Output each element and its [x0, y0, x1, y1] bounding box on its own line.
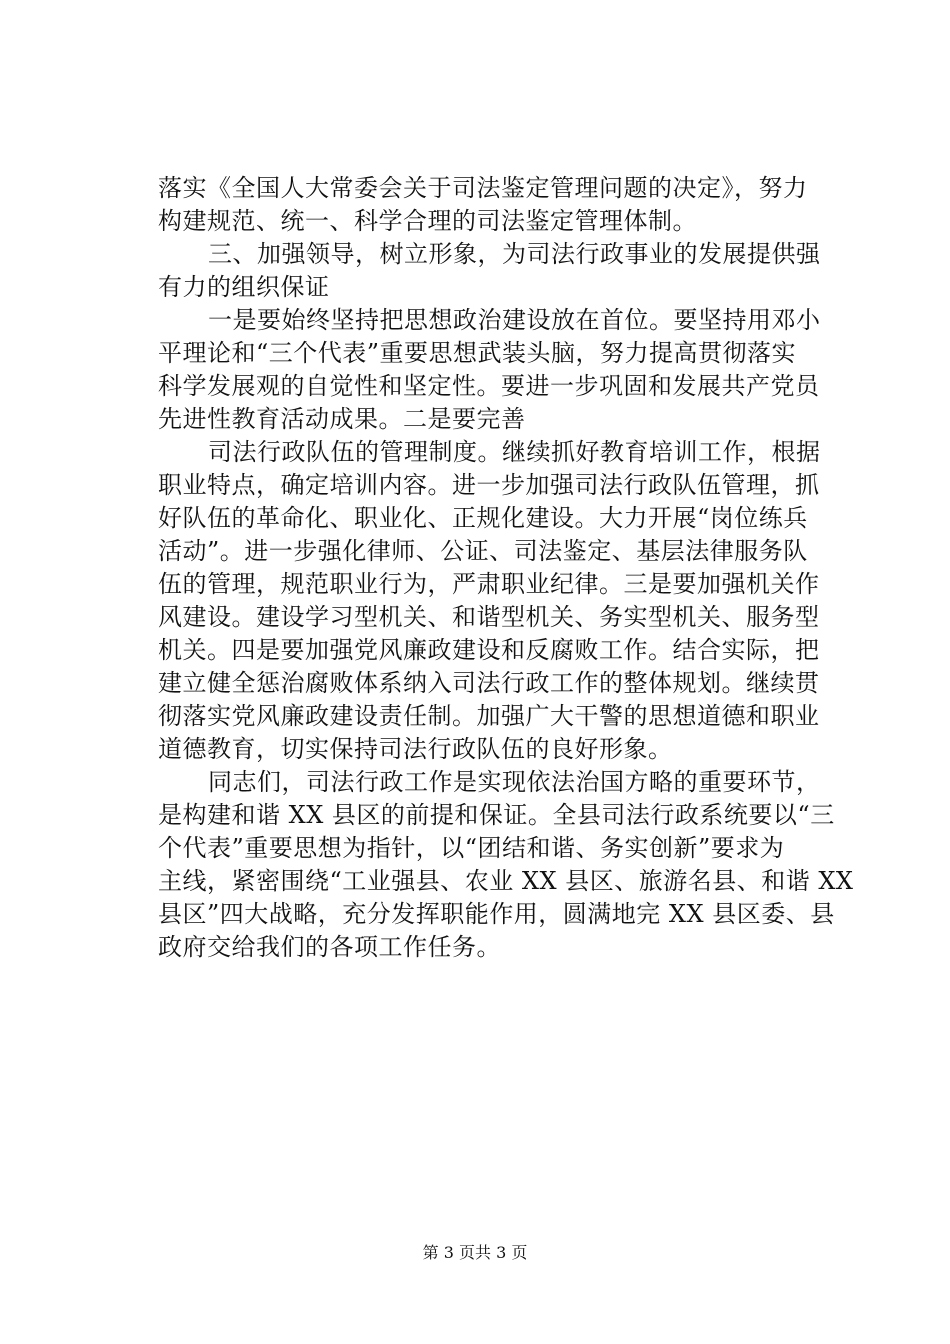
page-footer	[0, 1243, 950, 1263]
text-line: 有力的组织保证	[158, 273, 330, 301]
text-line: 个代表”重要思想为指针，以“团结和谐、务实创新”要求为	[158, 834, 785, 862]
document-body	[158, 172, 854, 964]
text-line: 好队伍的革命化、职业化、正规化建设。大力开展“岗位练兵	[158, 504, 808, 532]
text-line: 政府交给我们的各项工作任务。	[158, 933, 501, 961]
text-line: 机关。四是要加强党风廉政建设和反腐败工作。结合实际，把	[158, 636, 820, 664]
text-line: 伍的管理，规范职业行为，严肃职业纪律。三是要加强机关作	[158, 570, 820, 598]
text-line: 风建设。建设学习型机关、和谐型机关、务实型机关、服务型	[158, 603, 820, 631]
page-total: 共 3 页	[475, 1243, 528, 1262]
text-line: 是构建和谐 XX 县区的前提和保证。全县司法行政系统要以“三	[158, 801, 835, 829]
text-line: 活动”。进一步强化律师、公证、司法鉴定、基层法律服务队	[158, 537, 808, 565]
text-line: 职业特点，确定培训内容。进一步加强司法行政队伍管理，抓	[158, 471, 820, 499]
text-line: 构建规范、统一、科学合理的司法鉴定管理体制。	[158, 207, 697, 235]
page-number: 第 3 页	[422, 1243, 475, 1262]
text-line: 平理论和“三个代表”重要思想武装头脑，努力提高贯彻落实	[158, 339, 797, 367]
text-line: 道德教育，切实保持司法行政队伍的良好形象。	[158, 735, 673, 763]
text-line: 一是要始终坚持把思想政治建设放在首位。要坚持用邓小	[208, 306, 821, 334]
text-line: 彻落实党风廉政建设责任制。加强广大干警的思想道德和职业	[158, 702, 820, 730]
text-line: 落实《全国人大常委会关于司法鉴定管理问题的决定》，努力	[158, 174, 808, 202]
text-line: 科学发展观的自觉性和坚定性。要进一步巩固和发展共产党员	[158, 372, 820, 400]
text-line: 建立健全惩治腐败体系纳入司法行政工作的整体规划。继续贯	[158, 669, 820, 697]
text-line: 先进性教育活动成果。二是要完善	[158, 405, 526, 433]
text-line: 主线，紧密围绕“工业强县、农业 XX 县区、旅游名县、和谐 XX	[158, 867, 854, 895]
text-line: 县区”四大战略，充分发挥职能作用，圆满地完 XX 县区委、县	[158, 900, 835, 928]
text-line: 司法行政队伍的管理制度。继续抓好教育培训工作，根据	[208, 438, 821, 466]
text-line: 三、加强领导，树立形象，为司法行政事业的发展提供强	[208, 240, 821, 268]
text-line: 同志们，司法行政工作是实现依法治国方略的重要环节，	[208, 768, 821, 796]
